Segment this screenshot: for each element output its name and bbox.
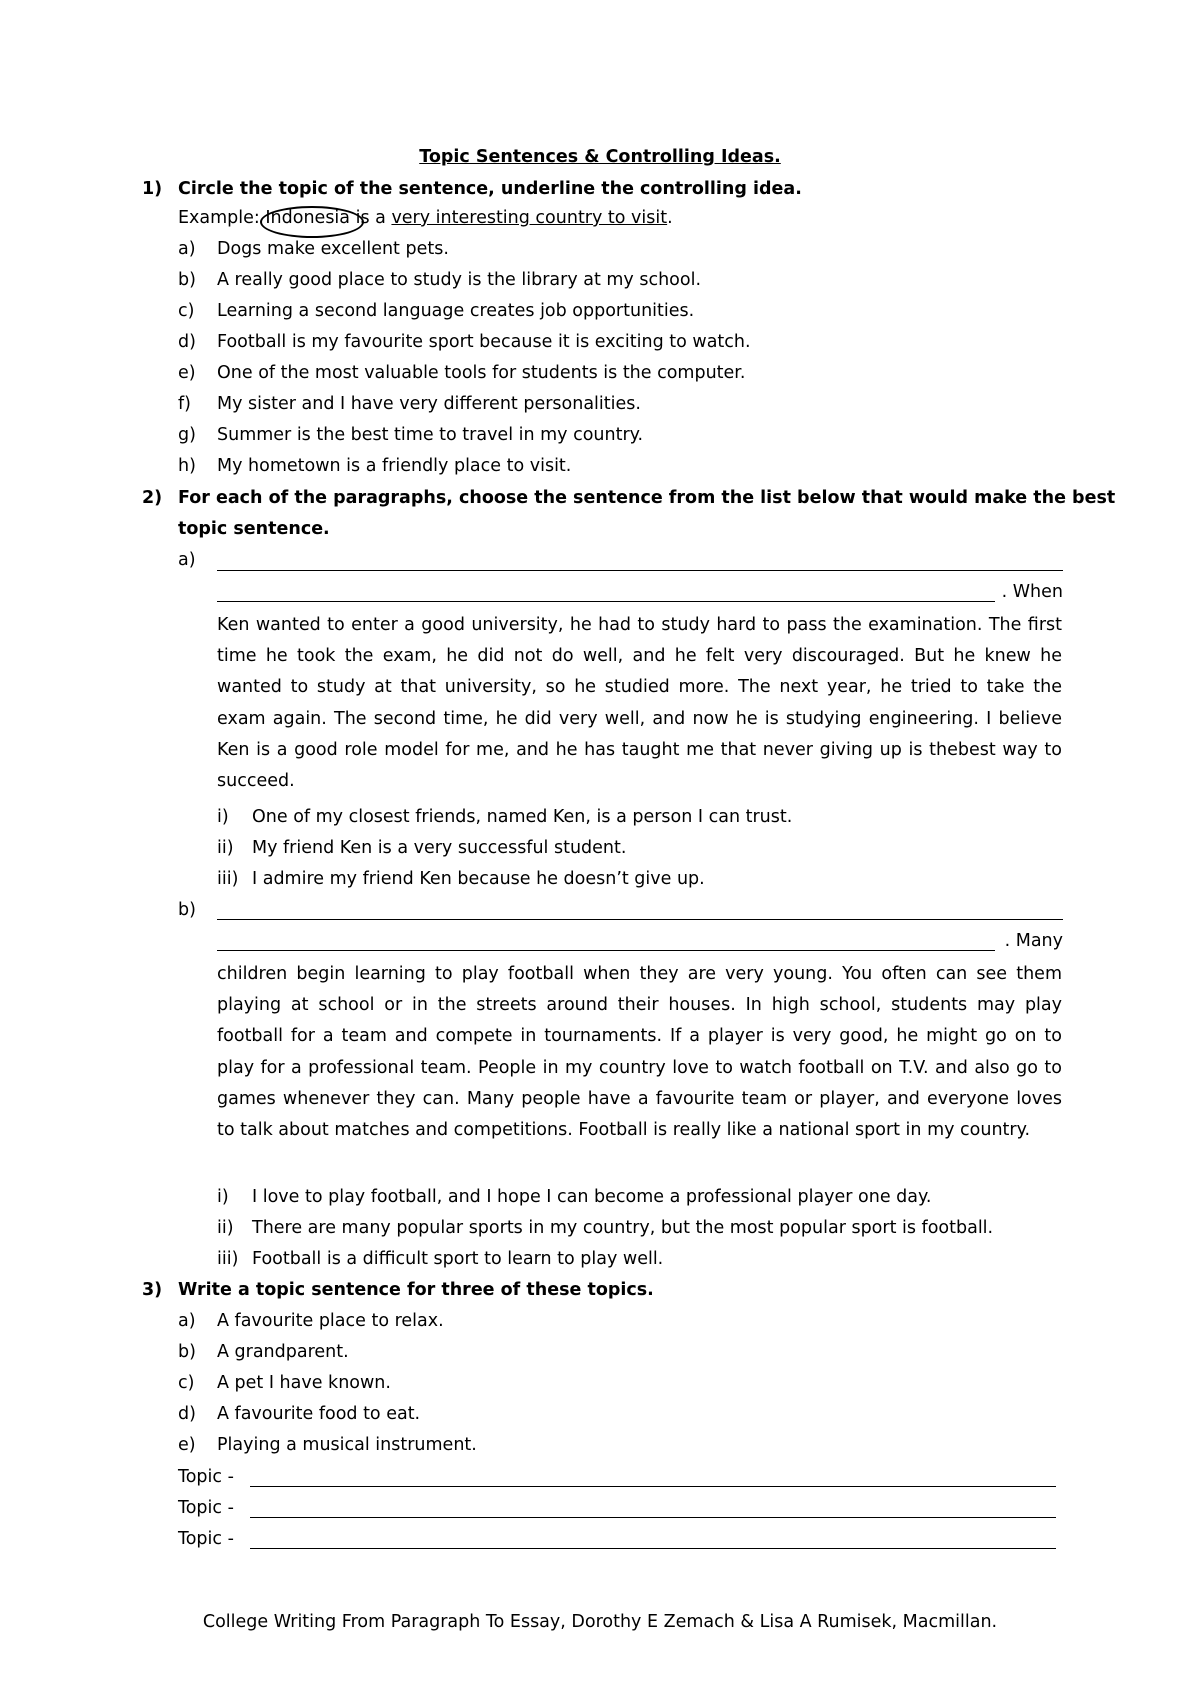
item-label: a) xyxy=(178,1311,196,1331)
option-text: I love to play football, and I hope I can become a professional player one day. xyxy=(252,1187,932,1207)
option-label: ii) xyxy=(217,1218,234,1238)
example-prefix: Example: xyxy=(178,208,266,228)
topic-answer-line[interactable] xyxy=(250,1548,1056,1549)
question-text-line-2: topic sentence. xyxy=(178,519,330,539)
item-text: A grandparent. xyxy=(217,1342,349,1362)
example-controlling-idea: very interesting country to visit xyxy=(391,208,668,228)
blank-continuation: . When xyxy=(1001,582,1063,602)
option-text: My friend Ken is a very successful student. xyxy=(252,838,627,858)
example-middle: is a xyxy=(350,208,392,228)
option-text: There are many popular sports in my country, but the most popular sport is football. xyxy=(252,1218,994,1238)
question-text-line-1: For each of the paragraphs, choose the sentence from the list below that would make the best xyxy=(178,488,1116,508)
source-citation: College Writing From Paragraph To Essay, Dorothy E Zemach & Lisa A Rumisek, Macmillan. xyxy=(202,1612,998,1632)
item-label: e) xyxy=(178,1435,196,1455)
part-label: a) xyxy=(178,550,196,570)
option-label: iii) xyxy=(217,1249,239,1269)
page-title: Topic Sentences & Controlling Ideas. xyxy=(419,147,781,167)
question-number: 2) xyxy=(142,488,163,508)
item-text: A pet I have known. xyxy=(217,1373,391,1393)
item-text: A really good place to study is the library at my school. xyxy=(217,270,702,290)
example-end: . xyxy=(667,208,673,228)
option-label: i) xyxy=(217,807,229,827)
option-text: I admire my friend Ken because he doesn’t give up. xyxy=(252,869,705,889)
item-text: My hometown is a friendly place to visit. xyxy=(217,456,572,476)
item-text: One of the most valuable tools for students is the computer. xyxy=(217,363,746,383)
question-text: Circle the topic of the sentence, underline the controlling idea. xyxy=(178,179,802,199)
item-label: f) xyxy=(178,394,191,414)
item-text: Dogs make excellent pets. xyxy=(217,239,449,259)
item-text: Football is my favourite sport because it is exciting to watch. xyxy=(217,332,751,352)
item-label: b) xyxy=(178,1342,196,1362)
item-text: A favourite place to relax. xyxy=(217,1311,444,1331)
option-label: ii) xyxy=(217,838,234,858)
topic-circle xyxy=(260,206,364,238)
item-label: c) xyxy=(178,1373,195,1393)
item-label: d) xyxy=(178,332,196,352)
question-number: 1) xyxy=(142,179,163,199)
question-number: 3) xyxy=(142,1280,163,1300)
item-label: g) xyxy=(178,425,196,445)
paragraph-b: children begin learning to play football when they are very young. You often can see them playing at school or in the streets around their houses. In high school, students may play football for a team and compete in tournaments. If a player is very good, he might go on to play for a professional team. People in my country love to watch football on T.V. and also go to games whenever they can. Many people have a favourite team or player, and everyone loves to talk about matches and competitions. Football is really like a national sport in my country. xyxy=(217,964,1062,1141)
item-label: a) xyxy=(178,239,196,259)
answer-blank[interactable] xyxy=(217,570,1063,571)
topic-answer-line[interactable] xyxy=(250,1517,1056,1518)
item-text: Learning a second language creates job opportunities. xyxy=(217,301,695,321)
answer-blank[interactable] xyxy=(217,919,1063,920)
part-label: b) xyxy=(178,900,196,920)
item-label: c) xyxy=(178,301,195,321)
example-line xyxy=(178,206,673,230)
option-label: iii) xyxy=(217,869,239,889)
option-text: Football is a difficult sport to learn to play well. xyxy=(252,1249,664,1269)
option-text: One of my closest friends, named Ken, is a person I can trust. xyxy=(252,807,793,827)
topic-label: Topic - xyxy=(178,1498,234,1518)
option-label: i) xyxy=(217,1187,229,1207)
question-text: Write a topic sentence for three of these topics. xyxy=(178,1280,654,1300)
blank-continuation: . Many xyxy=(1004,931,1063,951)
topic-label: Topic - xyxy=(178,1529,234,1549)
item-label: d) xyxy=(178,1404,196,1424)
item-text: A favourite food to eat. xyxy=(217,1404,421,1424)
item-label: b) xyxy=(178,270,196,290)
answer-blank[interactable] xyxy=(217,601,995,602)
item-label: e) xyxy=(178,363,196,383)
item-text: Playing a musical instrument. xyxy=(217,1435,477,1455)
example-topic: Indonesia xyxy=(265,208,351,228)
item-label: h) xyxy=(178,456,196,476)
answer-blank[interactable] xyxy=(217,950,995,951)
topic-answer-line[interactable] xyxy=(250,1486,1056,1487)
paragraph-a: Ken wanted to enter a good university, he had to study hard to pass the examination. The first time he took the exam, he did not do well, and he felt very discouraged. But he knew he wanted to study at that university, so he studied more. The next year, he tried to take the exam again. The second time, he did very well, and now he is studying engineering. I believe Ken is a good role model for me, and he has taught me that never giving up is thebest way to succeed. xyxy=(217,615,1062,792)
item-text: My sister and I have very different personalities. xyxy=(217,394,641,414)
item-text: Summer is the best time to travel in my country. xyxy=(217,425,644,445)
topic-label: Topic - xyxy=(178,1467,234,1487)
